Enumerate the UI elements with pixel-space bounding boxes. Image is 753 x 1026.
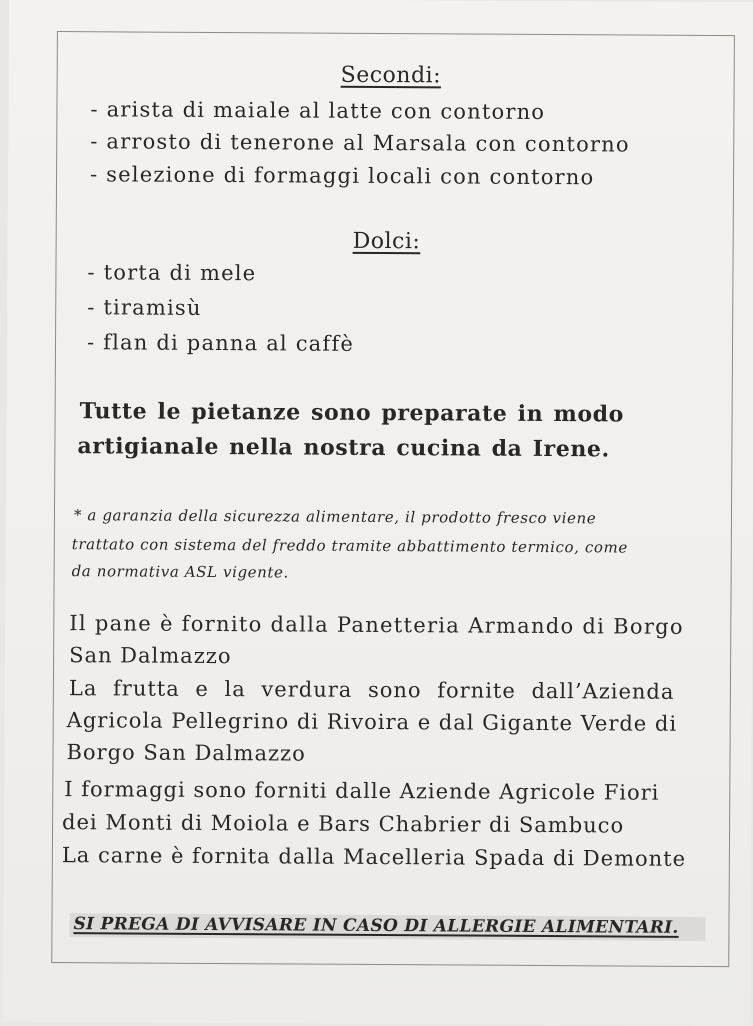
supplier-line: Agricola Pellegrino di Rivoira e dal Gigante Verde di <box>66 708 678 736</box>
secondi-heading: Secondi: <box>340 62 442 89</box>
supplier-line: La carne è fornita dalla Macelleria Spada di Demonte <box>61 843 687 871</box>
menu-paper <box>3 0 753 1026</box>
supplier-line: dei Monti di Moiola e Bars Chabrier di Sambuco <box>62 810 625 838</box>
dolci-heading: Dolci: <box>352 228 421 255</box>
supplier-line: Il pane è fornito dalla Panetteria Armando di Borgo <box>69 611 684 639</box>
supplier-line: Borgo San Dalmazzo <box>66 740 306 766</box>
supplier-line: I formaggi sono forniti dalle Aziende Agricole Fiori <box>64 777 660 805</box>
artisanal-statement-line: Tutte le pietanze sono preparate in modo <box>79 398 625 428</box>
food-safety-note-line: trattato con sistema del freddo tramite abbattimento termico, come <box>71 535 628 557</box>
secondi-item: - arista di maiale al latte con contorno <box>90 97 546 125</box>
dolci-item: - flan di panna al caffè <box>86 330 355 356</box>
dolci-item: - torta di mele <box>87 260 257 286</box>
supplier-line: San Dalmazzo <box>69 643 232 669</box>
supplier-line: La frutta e la verdura sono fornite dall’Azienda <box>68 676 675 704</box>
artisanal-statement-line: artigianale nella nostra cucina da Irene. <box>77 433 610 463</box>
secondi-item: - selezione di formaggi locali con contorno <box>89 162 595 190</box>
dolci-item: - tiramisù <box>87 295 202 320</box>
food-safety-note-line: da normativa ASL vigente. <box>71 562 289 582</box>
allergy-warning: SI PREGA DI AVVISARE IN CASO DI ALLERGIE ALIMENTARI. <box>73 914 679 938</box>
food-safety-note-line: * a garanzia della sicurezza alimentare, il prodotto fresco viene <box>73 506 597 528</box>
secondi-item: - arrosto di tenerone al Marsala con contorno <box>90 129 630 157</box>
